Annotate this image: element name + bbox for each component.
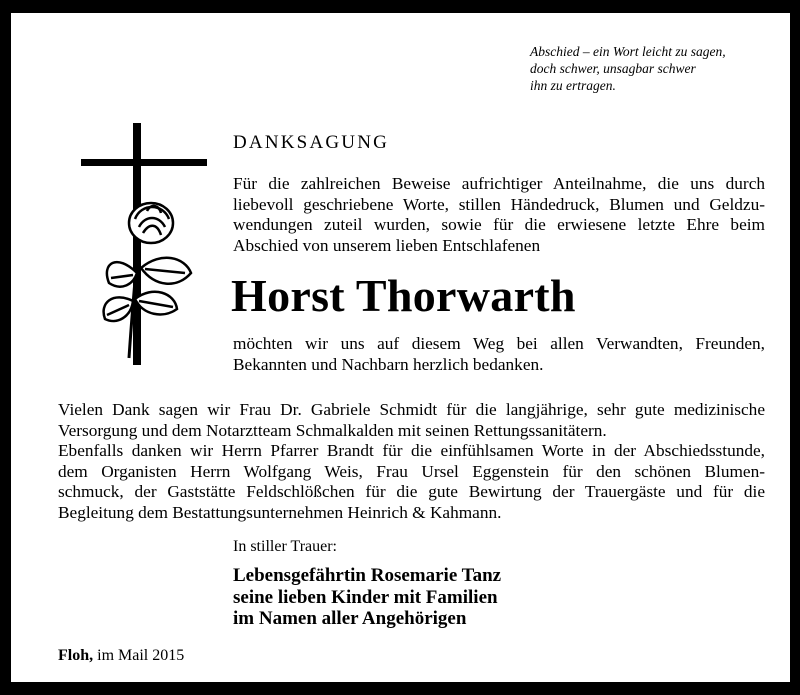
text-line: Bekannten und Nachbarn herzlich bedanken. <box>233 354 544 374</box>
signature-line: seine lieben Kinder mit Familien <box>233 586 498 608</box>
signature-line: Lebensgefährtin Rosemarie Tanz <box>233 565 502 586</box>
acknowledgement-paragraph <box>58 400 765 523</box>
text-line: liebevoll geschriebene Worte, stillen Händedruck, Blumen und Geldzu- <box>233 194 765 214</box>
quote-line: ihn zu ertragen. <box>530 78 616 93</box>
place-town: Floh, <box>58 647 94 664</box>
text-line: dem Organisten Herrn Wolfgang Weis, Frau Ursel Eggenstein für den schönen Blumen- <box>58 461 765 481</box>
intro-paragraph <box>233 174 765 256</box>
farewell-quote <box>530 43 780 94</box>
quote-line: doch schwer, unsagbar schwer <box>530 61 696 76</box>
family-signature <box>233 565 501 630</box>
text-line: schmuck, der Gaststätte Feldschlößchen für die gute Bewirtung der Trauergäste und für die <box>58 482 765 501</box>
text-line: möchten wir uns auf diesem Weg bei allen Verwandten, Freunden, <box>233 334 765 353</box>
text-line: Ebenfalls danken wir Herrn Pfarrer Brandt für die einfühlsamen Worte in der Abschiedsstunde, <box>58 441 765 460</box>
place-date-text: im Mail 2015 <box>97 647 185 664</box>
thanks-paragraph <box>233 334 765 375</box>
text-line: Begleitung dem Bestattungsunternehmen Heinrich & Kahmann. <box>58 502 502 522</box>
mourning-label: In stiller Trauer: <box>233 538 337 555</box>
text-line: Abschied von unserem lieben Entschlafenen <box>233 235 541 255</box>
place-date <box>58 647 184 665</box>
cross-with-rose-icon <box>81 123 221 373</box>
quote-line: Abschied – ein Wort leicht zu sagen, <box>530 44 726 59</box>
obituary-card <box>11 13 790 682</box>
signature-line: im Namen aller Angehörigen <box>233 608 467 629</box>
page-title: DANKSAGUNG <box>233 132 390 153</box>
text-line: Für die zahlreichen Beweise aufrichtiger Anteilnahme, die uns durch <box>233 174 765 193</box>
deceased-name: Horst Thorwarth <box>231 270 576 321</box>
text-line: wendungen zuteil wurden, sowie für die erwiesene letzte Ehre beim <box>233 215 765 234</box>
text-line: Versorgung und dem Notarztteam Schmalkalden mit seinen Rettungssanitätern. <box>58 420 607 440</box>
text-line: Vielen Dank sagen wir Frau Dr. Gabriele Schmidt für die langjährige, sehr gute medizinische <box>58 400 765 419</box>
